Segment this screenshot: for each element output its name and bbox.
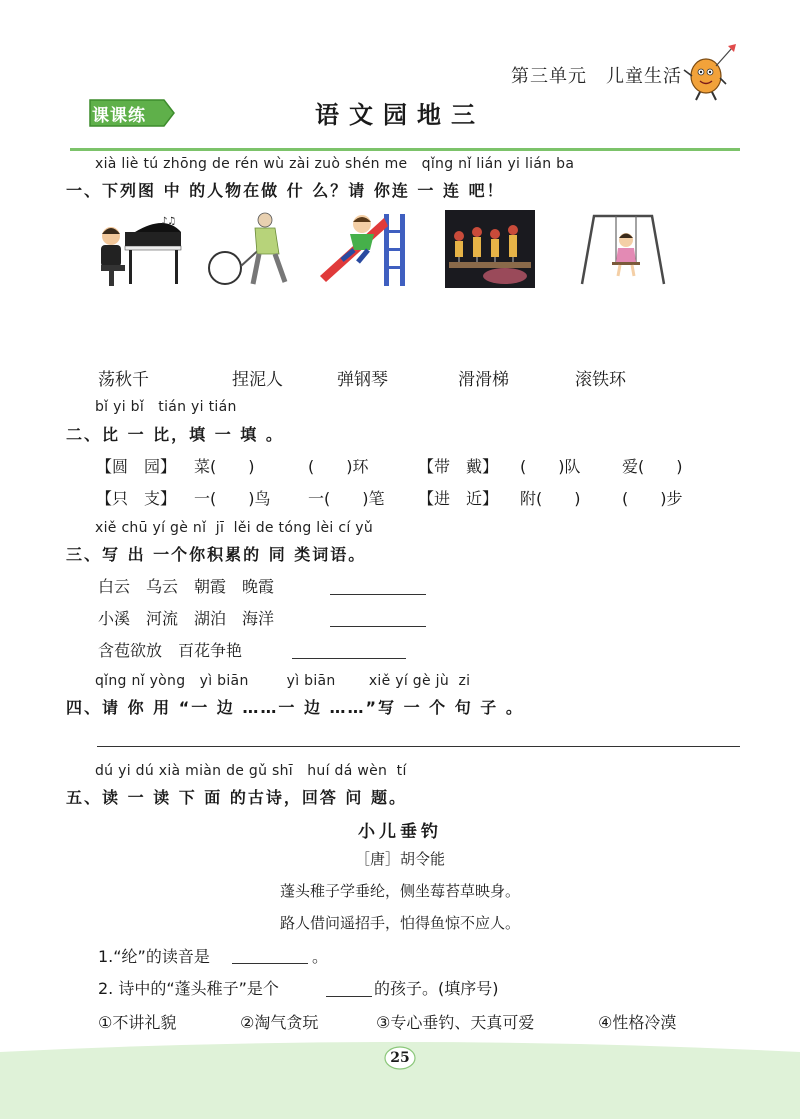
q2-row1-blank-2[interactable]: ( )环 [308,457,369,476]
q2-row2-pair-a: 【只 支】 [96,489,177,508]
svg-text:♪♫: ♪♫ [161,216,177,227]
clay-figures-picture [445,210,535,288]
q5-text: 五、读 一 读 下 面 的古诗，回答 问 题。 [66,788,407,807]
q3-answer-line-3[interactable] [292,658,406,659]
q3-answer-line-1[interactable] [330,594,426,595]
swing-picture [578,210,668,288]
poem-title: 小儿垂钓 [358,822,442,842]
q3-answer-line-2[interactable] [330,626,426,627]
q5-sub2-prompt: 2. 诗中的“蓬头稚子”是个 [98,979,279,998]
q2-row2-pair-b: 【进 近】 [418,489,499,508]
poem-line-1: 蓬头稚子学垂纶，侧坐莓苔草映身。 [279,882,520,900]
header-divider [70,148,740,151]
choice-clay: 捏泥人 [232,370,283,390]
hoop-rolling-picture [205,210,295,288]
q1-pinyin: xià liè tú zhōng de rén wù zài zuò shén me qǐng nǐ lián yi lián ba [95,156,575,172]
page-number: 25 [390,1050,410,1066]
mascot-icon [680,42,740,102]
choice-hoop: 滚铁环 [575,370,626,390]
q4-answer-line[interactable] [97,746,740,747]
q2-row1-pair-a: 【圆 园】 [96,457,177,476]
q3-row-3: 含苞欲放 百花争艳 [98,641,243,660]
q3-pinyin: xiě chū yí gè nǐ jī lěi de tóng lèi cí yǔ [95,520,374,536]
q5-pinyin: dú yi dú xià miàn de gǔ shī huí dá wèn tí [95,763,407,779]
q3-text: 三、写 出 一个你积累的 同 类词语。 [66,545,367,564]
q2-row1-blank-1[interactable]: 菜( ) [194,457,255,476]
q3-row-1: 白云 乌云 朝霞 晚霞 [98,577,275,596]
q2-row2-blank-4[interactable]: ( )步 [622,489,683,508]
q2-text: 二、比 一 比，填 一 填 。 [66,425,284,444]
choice-piano: 弹钢琴 [337,370,388,390]
q5-sub1-answer-line[interactable] [232,963,308,964]
choice-slide: 滑滑梯 [458,370,509,390]
choice-swing: 荡秋千 [98,370,149,390]
q5-sub2-answer-line[interactable] [326,996,372,997]
page-title: 语文园地三 [315,101,485,129]
poem-line-2: 路人借问遥招手，怕得鱼惊不应人。 [279,914,520,932]
q5-sub1-prompt: 1.“纶”的读音是 [98,947,210,966]
q2-row1-blank-3[interactable]: ( )队 [520,457,581,476]
q1-text: 一、下列图 中 的人物在做 什 么？请 你连 一 连 吧！ [66,181,505,200]
q4-pinyin: qǐng nǐ yòng yì biān yì biān xiě yí gè jù zi [95,673,471,689]
q2-row2-blank-3[interactable]: 附( ) [520,489,581,508]
slide-picture [318,210,408,288]
poem-author: ［唐］胡令能 [354,850,445,868]
q2-row2-blank-1[interactable]: 一( )鸟 [194,489,271,508]
piano-player-picture [95,210,185,288]
q3-row-2: 小溪 河流 湖泊 海洋 [98,609,275,628]
option-2[interactable]: ②淘气贪玩 [240,1013,319,1032]
q2-row1-pair-b: 【带 戴】 [418,457,499,476]
q2-pinyin: bǐ yi bǐ tián yi tián [95,399,237,415]
option-3[interactable]: ③专心垂钓、天真可爱 [376,1013,535,1032]
option-1[interactable]: ①不讲礼貌 [98,1013,177,1032]
q5-sub1-end: 。 [312,947,329,966]
q2-row2-blank-2[interactable]: 一( )笔 [308,489,385,508]
unit-label: 第三单元 儿童生活 [511,66,682,87]
q4-text: 四、请 你 用 “一 边 ……一 边 ……”写 一 个 句 子 。 [66,698,524,717]
lesson-tag-label: 课课练 [92,106,146,126]
q5-sub2-end: 的孩子。(填序号) [374,979,499,998]
option-4[interactable]: ④性格冷漠 [598,1013,677,1032]
q2-row1-blank-4[interactable]: 爱( ) [622,457,683,476]
